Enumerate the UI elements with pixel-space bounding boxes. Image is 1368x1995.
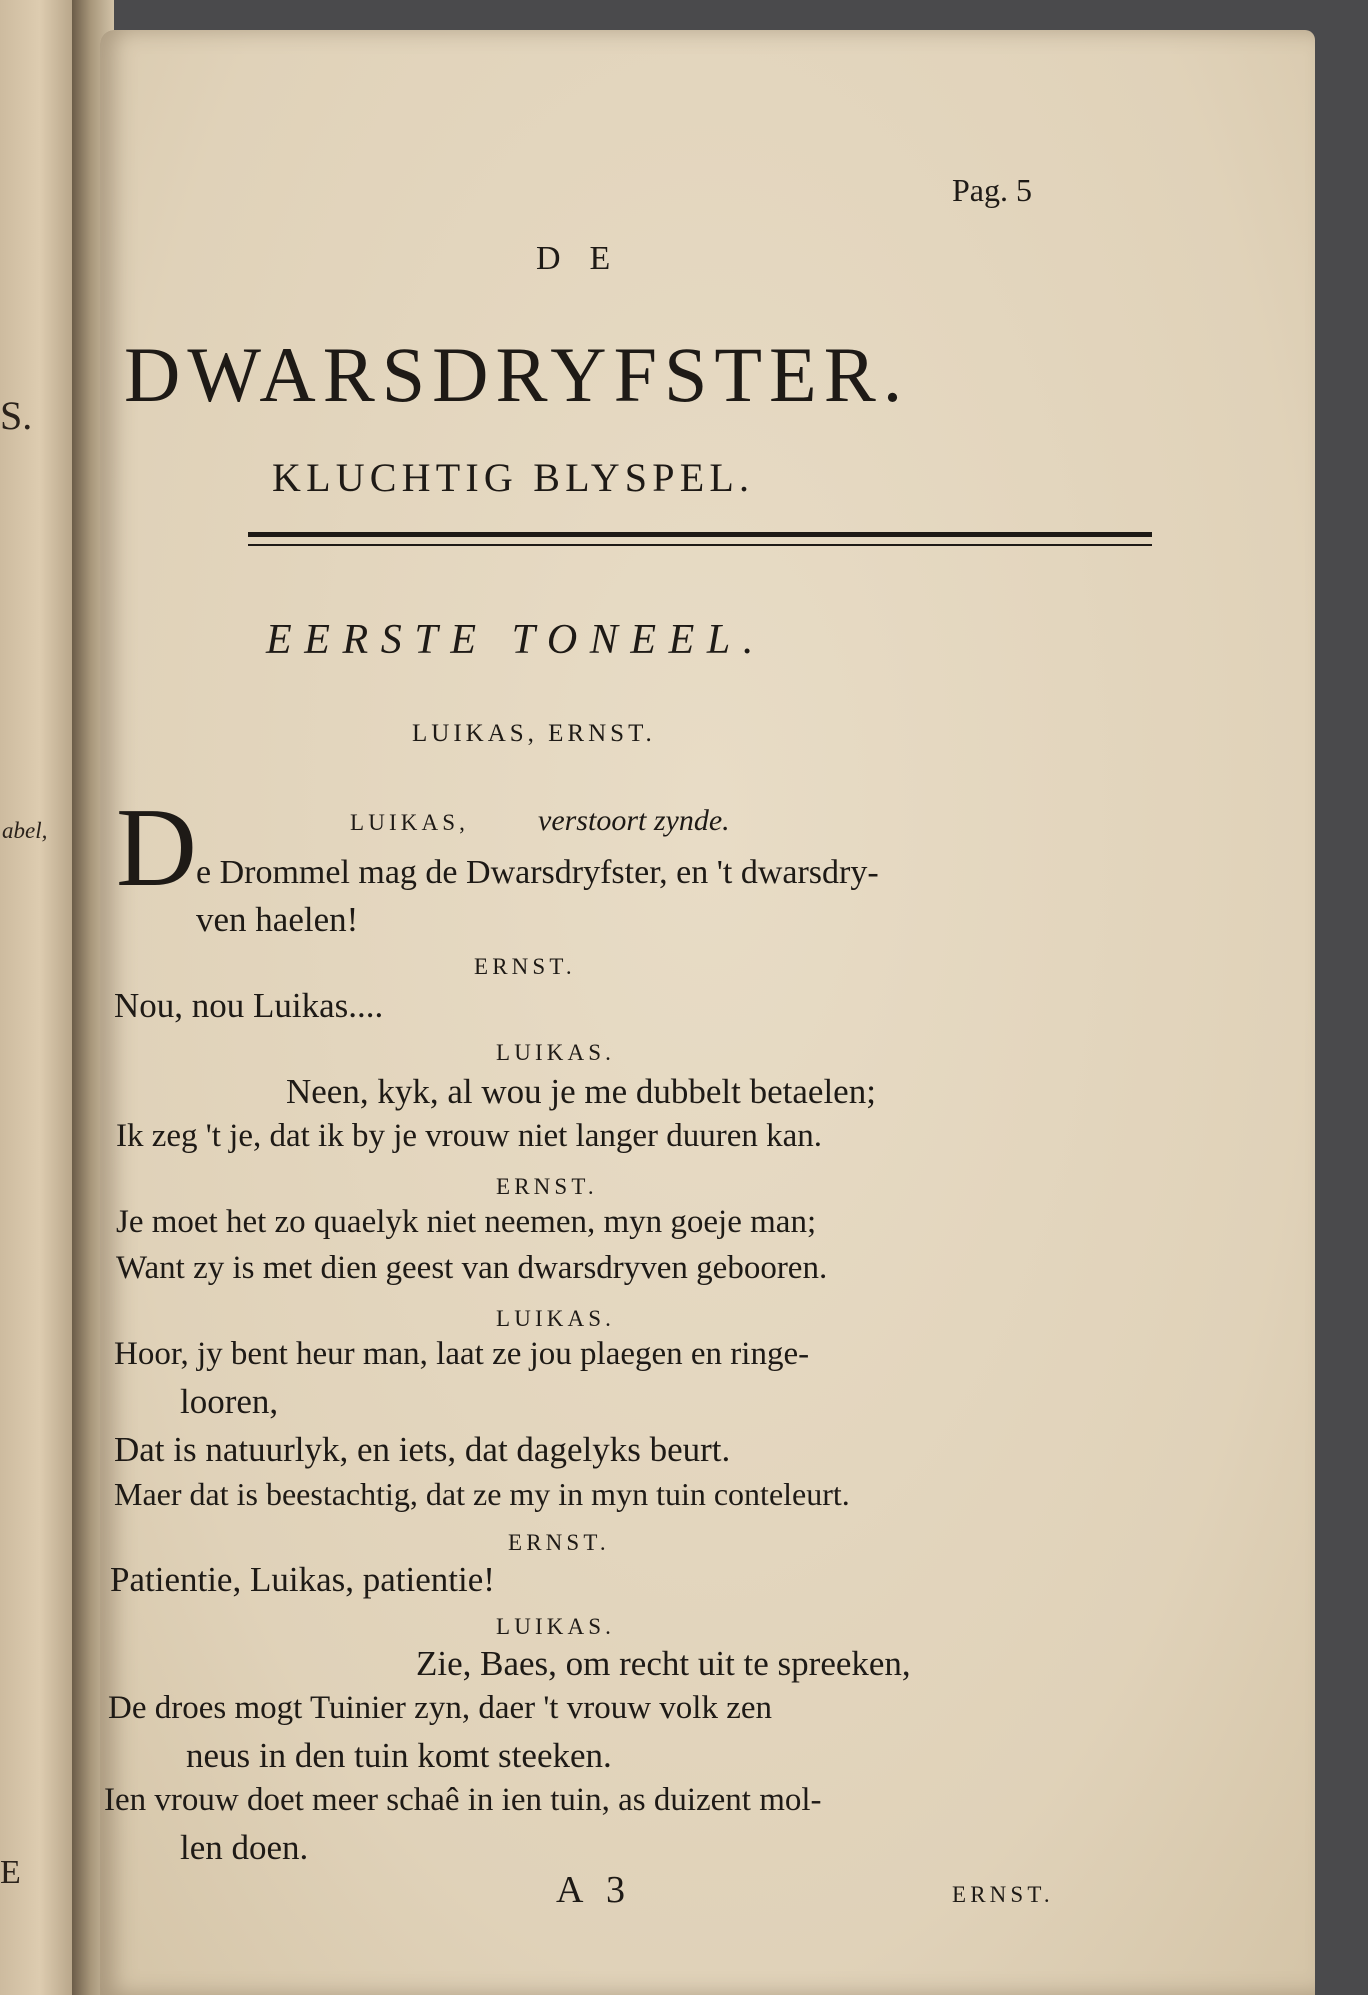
verse-line: Maer dat is beestachtig, dat ze my in myn tuin conteleurt. [114, 1476, 850, 1512]
verse-line: Patientie, Luikas, patientie! [110, 1560, 495, 1599]
scene-heading: EERSTE TONEEL. [266, 617, 766, 663]
stage-direction: verstoort zynde. [538, 804, 730, 837]
left-page-fragment: S. [0, 393, 33, 438]
page-number: Pag. 5 [952, 172, 1032, 208]
speaker-name: LUIKAS. [496, 1306, 616, 1331]
verse-line: Ien vrouw doet meer schaê in ien tuin, as duizent mol- [104, 1782, 822, 1818]
speaker-name: LUIKAS. [496, 1614, 616, 1639]
title-rule-thin [248, 544, 1152, 546]
left-page-edge [0, 0, 72, 1995]
verse-line: Je moet het zo quaelyk niet neemen, myn goeje man; [116, 1204, 817, 1240]
title-article: D E [536, 240, 621, 277]
speaker-name: ERNST. [474, 954, 576, 979]
verse-line: De droes mogt Tuinier zyn, daer 't vrouw volk zen [108, 1690, 772, 1726]
verse-line: ven haelen! [196, 900, 359, 939]
verse-line: Hoor, jy bent heur man, laat ze jou plaegen en ringe- [114, 1336, 810, 1372]
scene-characters: LUIKAS, ERNST. [412, 720, 656, 747]
verse-line: Dat is natuurlyk, en iets, dat dagelyks beurt. [114, 1430, 731, 1469]
title-rule-thick [248, 532, 1152, 537]
page-title: DWARSDRYFSTER. [124, 331, 910, 418]
speaker-name: LUIKAS, [350, 810, 470, 835]
verse-line: Nou, nou Luikas.... [114, 986, 384, 1025]
verse-line: neus in den tuin komt steeken. [186, 1736, 612, 1775]
speaker-name: ERNST. [496, 1174, 598, 1199]
speaker-name: ERNST. [508, 1530, 610, 1555]
left-page-fragment: abel, [2, 818, 48, 843]
speaker-name: LUIKAS. [496, 1040, 616, 1065]
page-subtitle: KLUCHTIG BLYSPEL. [272, 455, 755, 500]
drop-cap: D [116, 786, 197, 910]
verse-line: Want zy is met dien geest van dwarsdryven gebooren. [116, 1250, 828, 1286]
catchword: ERNST. [952, 1882, 1054, 1907]
verse-line: len doen. [180, 1828, 309, 1867]
signature-mark: A 3 [556, 1869, 633, 1911]
verse-line: Neen, kyk, al wou je me dubbelt betaelen; [286, 1072, 876, 1111]
book-page [100, 30, 1315, 1995]
verse-line: Zie, Baes, om recht uit te spreeken, [416, 1644, 911, 1683]
verse-line: Ik zeg 't je, dat ik by je vrouw niet langer duuren kan. [116, 1118, 823, 1154]
verse-line: looren, [180, 1382, 279, 1421]
verse-line: e Drommel mag de Dwarsdryfster, en 't dwarsdry- [196, 854, 879, 891]
left-page-fragment: E [0, 1854, 21, 1891]
